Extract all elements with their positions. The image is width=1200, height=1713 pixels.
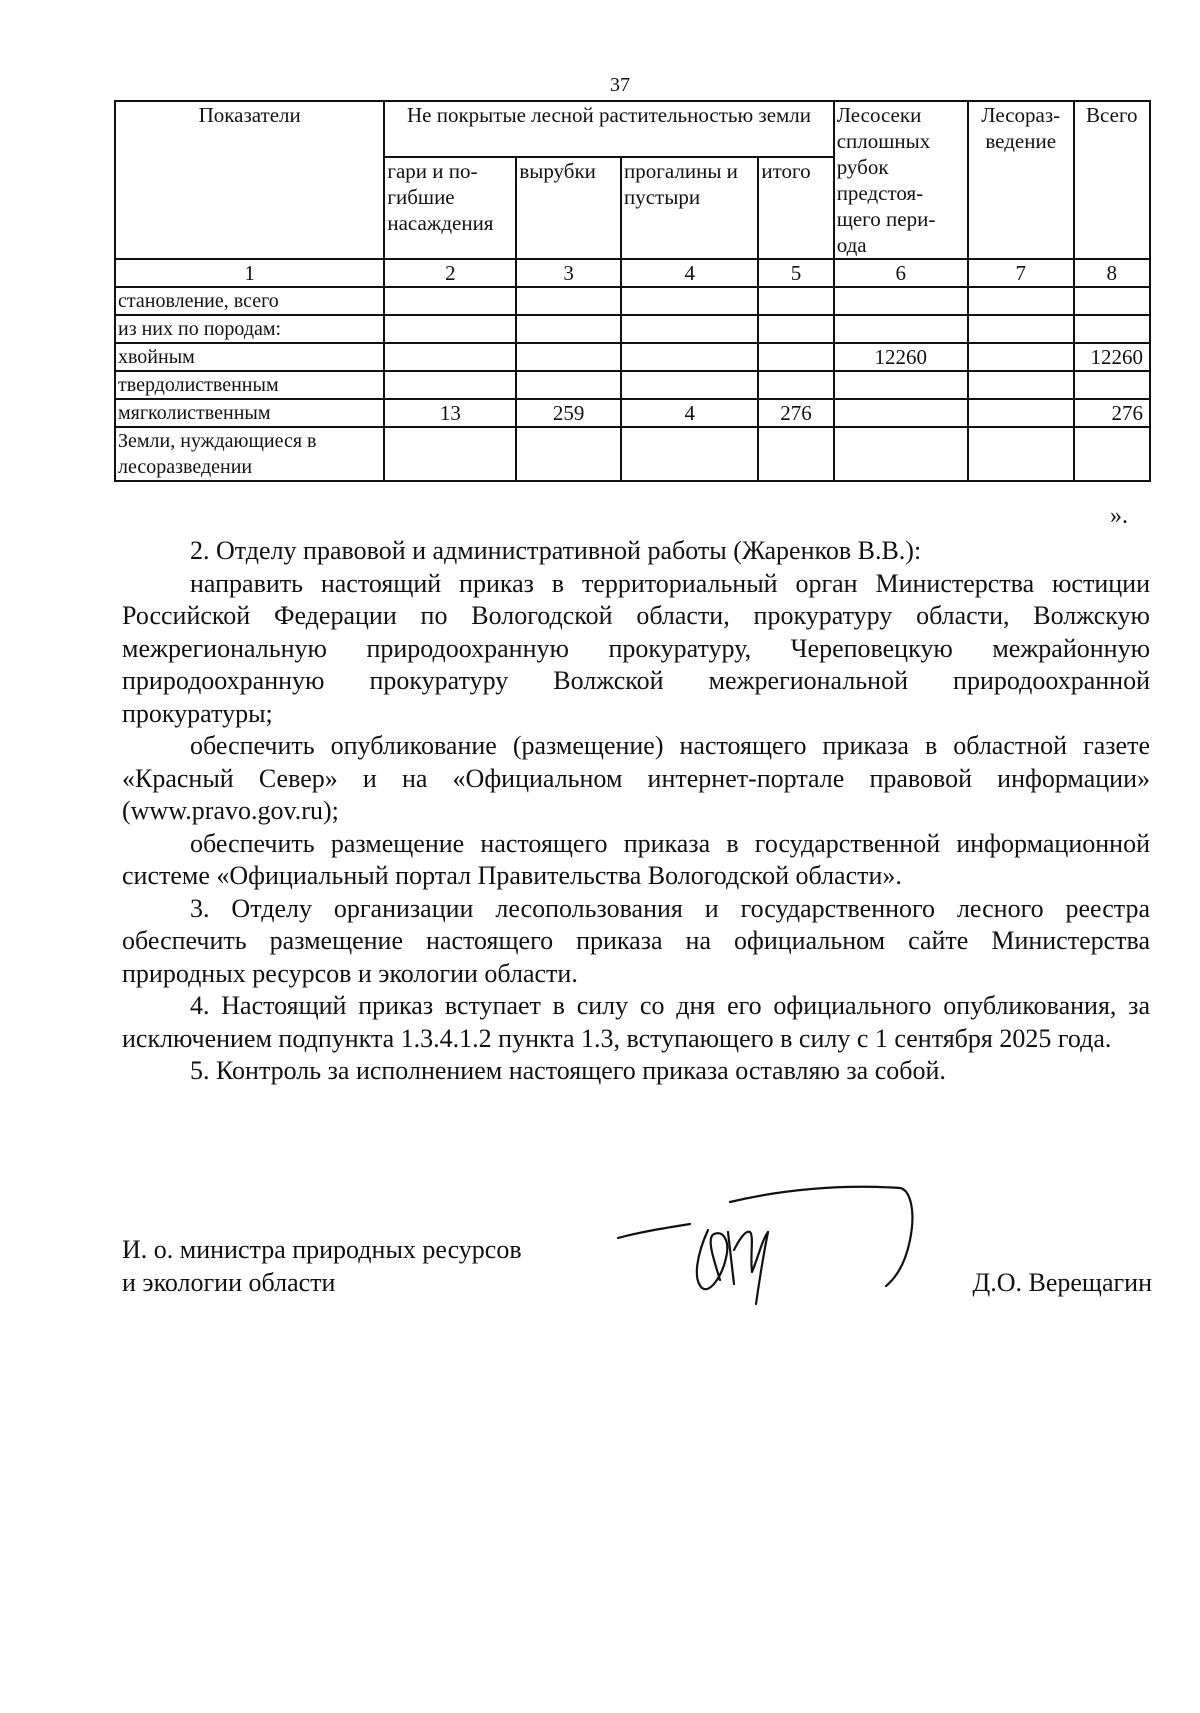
handwritten-signature — [610, 1180, 950, 1320]
table-cell — [1074, 427, 1150, 481]
table-cell — [621, 427, 758, 481]
table-cell — [758, 427, 833, 481]
table-cell — [384, 315, 516, 343]
table-cell — [834, 427, 968, 481]
paragraph: обеспечить опубликование (размещение) настоящего приказа в областной газете «Красный Север» и на «Официальном интернет-портале правовой информации» (www.pravo.gov.ru); — [122, 731, 1150, 825]
table-cell — [968, 427, 1074, 481]
row-label: Земли, нуждающиеся в лесоразведении — [115, 427, 384, 481]
table-cell — [968, 399, 1074, 427]
signatory-title-line: И. о. министра природных ресурсов — [122, 1235, 522, 1264]
column-numbers-row — [115, 259, 1150, 287]
table-cell — [516, 287, 621, 315]
column-number: 2 — [384, 259, 516, 287]
table-cell: 259 — [516, 399, 621, 427]
table-row — [115, 343, 1150, 371]
paragraph: направить настоящий приказ в территориальный орган Министерства юстиции Российской Федерации по Вологодской области, прокуратуру области, Волжскую межрегиональную природоохранную прокуратуру, Череповецкую межрайонную природоохранную прокуратуру Волжской межрегиональной природоохранной прокуратуры; — [122, 568, 1150, 728]
table-cell: 12260 — [834, 343, 968, 371]
closing-quote: ». — [1110, 503, 1128, 529]
header-glades: прогалины и пустыри — [621, 157, 758, 259]
table-cell — [758, 287, 833, 315]
header-subtotal: итого — [758, 157, 833, 259]
header-indicators: Показатели — [115, 101, 384, 259]
column-number: 8 — [1074, 259, 1150, 287]
table-cell — [516, 371, 621, 399]
column-number: 6 — [834, 259, 968, 287]
table-cell — [384, 287, 516, 315]
table-cell — [621, 371, 758, 399]
column-number: 5 — [758, 259, 833, 287]
table-cell — [968, 315, 1074, 343]
row-label: из них по породам: — [115, 315, 384, 343]
table-cell — [834, 315, 968, 343]
table-cell: 4 — [621, 399, 758, 427]
column-number: 1 — [115, 259, 384, 287]
table-cell: 276 — [758, 399, 833, 427]
row-label: хвойным — [115, 343, 384, 371]
table-cell — [968, 287, 1074, 315]
table-cell — [621, 287, 758, 315]
paragraph: 3. Отделу организации лесопользования и государственного лесного реестра обеспечить размещение настоящего приказа на официальном сайте Министерства природных ресурсов и экологии области. — [122, 893, 1150, 988]
page-number: 37 — [610, 74, 630, 96]
signatory-title-line: и экологии области — [122, 1268, 336, 1297]
table-cell — [384, 343, 516, 371]
table-cell — [621, 343, 758, 371]
table-cell — [621, 315, 758, 343]
table-cell — [384, 427, 516, 481]
table-cell: 276 — [1074, 399, 1150, 427]
table-cell — [758, 315, 833, 343]
paragraph: 2. Отделу правовой и административной работы (Жаренков В.В.): — [190, 536, 922, 565]
paragraph: 5. Контроль за исполнением настоящего приказа оставляю за собой. — [190, 1056, 946, 1085]
header-clearcuts: Лесосеки сплошных рубок предстоя-щего пери-ода — [834, 101, 968, 259]
row-label: становление, всего — [115, 287, 384, 315]
column-number: 4 — [621, 259, 758, 287]
signatory-title — [122, 1233, 622, 1299]
header-cuttings: вырубки — [516, 157, 621, 259]
table-cell: 12260 — [1074, 343, 1150, 371]
table-cell — [384, 371, 516, 399]
table-cell — [758, 371, 833, 399]
table-cell — [834, 287, 968, 315]
column-number: 3 — [516, 259, 621, 287]
table-cell — [834, 371, 968, 399]
table-cell — [1074, 371, 1150, 399]
row-label: твердолиственным — [115, 371, 384, 399]
header-total: Всего — [1074, 101, 1150, 259]
table-cell — [516, 427, 621, 481]
table-cell — [1074, 287, 1150, 315]
header-afforestation: Лесораз-ведение — [968, 101, 1074, 259]
forest-lands-table — [114, 100, 1151, 482]
table-cell: 13 — [384, 399, 516, 427]
table-row — [115, 427, 1150, 481]
row-label: мягколиственным — [115, 399, 384, 427]
table-row — [115, 287, 1150, 315]
table-cell — [516, 343, 621, 371]
header-burned: гари и по-гибшие насаждения — [384, 157, 516, 259]
table-cell — [968, 371, 1074, 399]
table-cell — [516, 315, 621, 343]
table-row — [115, 371, 1150, 399]
table-cell — [758, 343, 833, 371]
header-not-covered: Не покрытые лесной растительностью земли — [384, 101, 833, 157]
signatory-name: Д.О. Верещагин — [972, 1268, 1152, 1297]
column-number: 7 — [968, 259, 1074, 287]
table-cell — [834, 399, 968, 427]
order-body — [122, 535, 1150, 1088]
paragraph: обеспечить размещение настоящего приказа в государственной информационной системе «Официальный портал Правительства Вологодской области». — [122, 828, 1150, 890]
paragraph: 4. Настоящий приказ вступает в силу со дня его официального опубликования, за исключением подпункта 1.3.4.1.2 пункта 1.3, вступающего в силу с 1 сентября 2025 года. — [122, 991, 1150, 1053]
table-row — [115, 315, 1150, 343]
table-cell — [1074, 315, 1150, 343]
table-row — [115, 399, 1150, 427]
table-cell — [968, 343, 1074, 371]
